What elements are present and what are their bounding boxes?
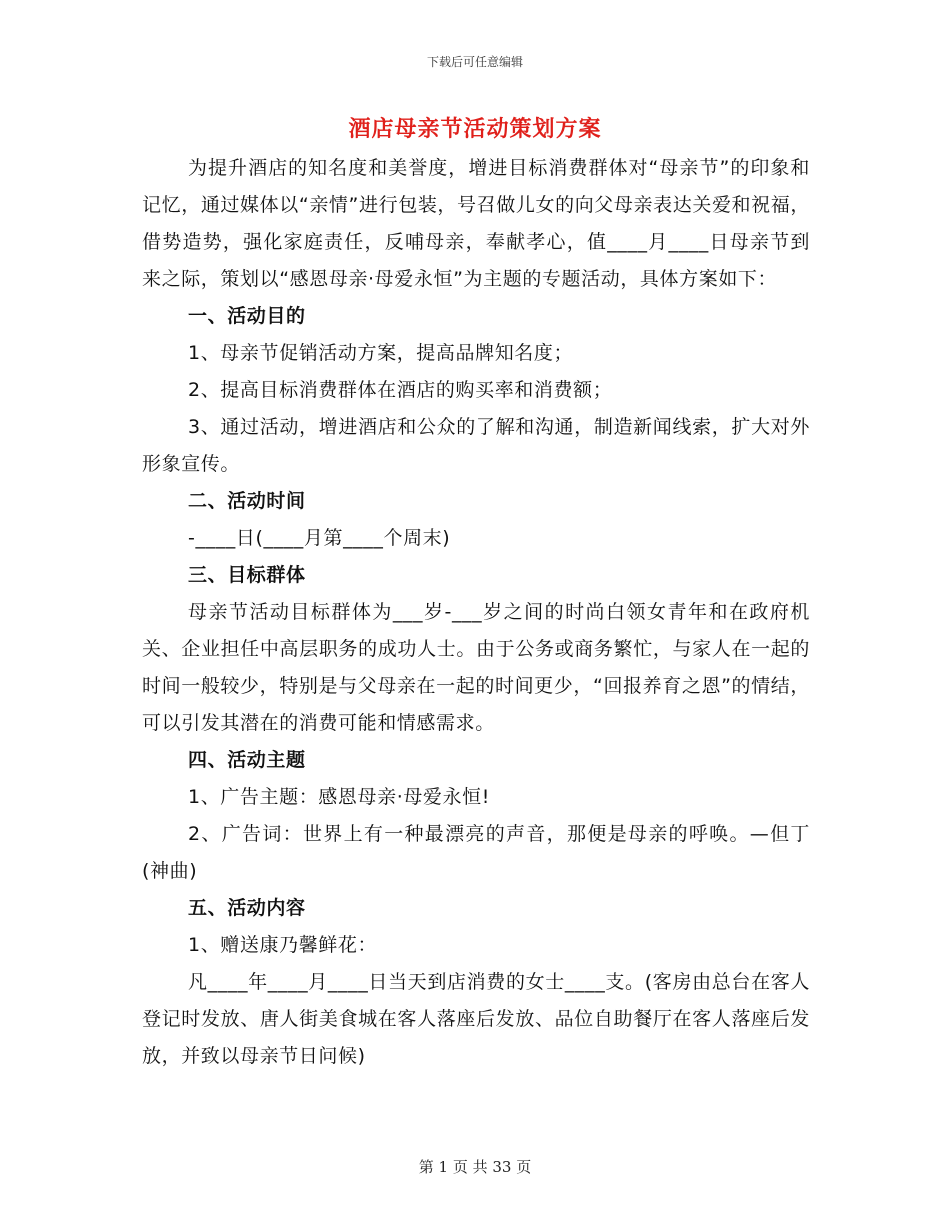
header-note: 下载后可任意编辑 (426, 55, 523, 69)
time-text: -____日(____月第____个周末) (188, 527, 451, 549)
list-item: 1、广告主题：感恩母亲·母爱永恒! (188, 786, 490, 808)
list-item: 1、母亲节促销活动方案，提高品牌知名度； (188, 342, 574, 364)
section-heading-goals: 一、活动目的 (188, 305, 306, 327)
page-number: 第 1 页 共 33 页 (418, 1158, 532, 1176)
section-heading-time: 二、活动时间 (188, 490, 306, 512)
intro-paragraph: 为提升酒店的知名度和美誉度，增进目标消费群体对“母亲节”的印象和记忆，通过媒体以“亲情”进行包装，号召做儿女的向父母亲表达关爱和祝福，借势造势，强化家庭责任，反哺母亲，奉献孝心，值____月____日母亲节到来之际，策划以“感恩母亲·母爱永恒”为主题的专题活动，具体方案如下： (142, 157, 810, 290)
target-paragraph: 母亲节活动目标群体为___岁-___岁之间的时尚白领女青年和在政府机关、企业担任中高层职务的成功人士。由于公务或商务繁忙，与家人在一起的时间一般较少，特别是与父母亲在一起的时间更少，“回报养育之恩”的情结，可以引发其潜在的消费可能和情感需求。 (142, 601, 810, 734)
section-heading-content: 五、活动内容 (188, 897, 306, 919)
document-body (142, 150, 810, 1075)
list-item: 2、提高目标消费群体在酒店的购买率和消费额； (188, 379, 613, 401)
section-heading-target: 三、目标群体 (188, 564, 306, 586)
document-title: 酒店母亲节活动策划方案 (348, 117, 602, 142)
list-item: 1、赠送康乃馨鲜花： (188, 934, 378, 956)
list-item: 3、通过活动，增进酒店和公众的了解和沟通，制造新闻线索，扩大对外形象宣传。 (142, 416, 810, 475)
list-item: 2、广告词：世界上有一种最漂亮的声音，那便是母亲的呼唤。—但丁(神曲) (142, 823, 810, 882)
section-heading-theme: 四、活动主题 (188, 749, 306, 771)
content-paragraph: 凡____年____月____日当天到店消费的女士____支。(客房由总台在客人登记时发放、唐人街美食城在客人落座后发放、品位自助餐厅在客人落座后发放，并致以母亲节日问候) (142, 971, 810, 1067)
